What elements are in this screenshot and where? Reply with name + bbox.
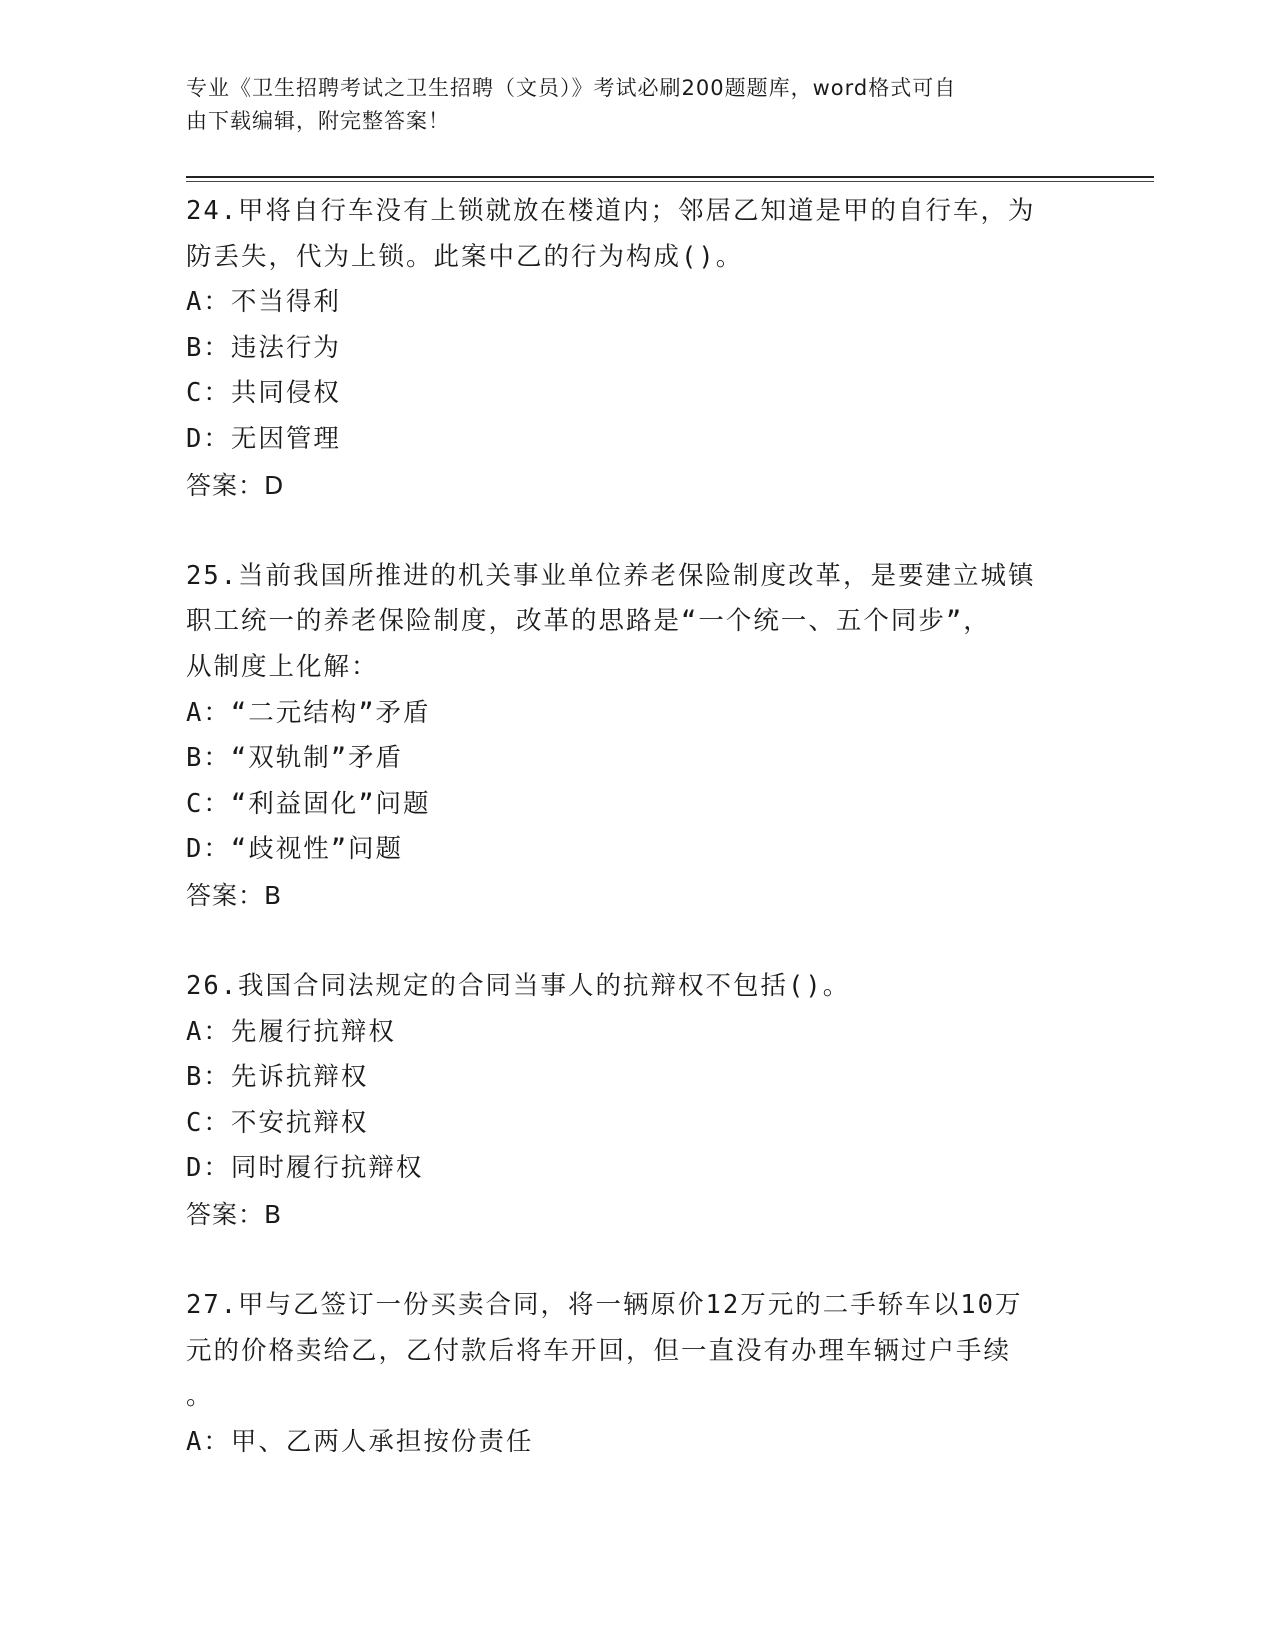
question-stem-line: 25.当前我国所推进的机关事业单位养老保险制度改革，是要建立城镇 [186, 560, 1036, 591]
document-header [186, 72, 1066, 138]
spacer [186, 919, 1086, 965]
question-26 [186, 964, 1086, 1238]
header-divider-thin [186, 181, 1154, 182]
question-27 [186, 1283, 1086, 1465]
question-stem-line: 从制度上化解： [186, 651, 379, 682]
option-d: D：“歧视性”问题 [186, 834, 404, 865]
option-c: C：共同侵权 [186, 378, 341, 409]
option-b: B：违法行为 [186, 332, 341, 363]
question-stem-line: 27.甲与乙签订一份买卖合同，将一辆原价12万元的二手轿车以10万 [186, 1290, 1023, 1321]
option-d: D：无因管理 [186, 423, 341, 454]
header-title-line1: 专业《卫生招聘考试之卫生招聘（文员）》考试必刷200题题库，word格式可自 [186, 76, 957, 100]
question-stem-line: 24.甲将自行车没有上锁就放在楼道内；邻居乙知道是甲的自行车，为 [186, 196, 1036, 226]
option-a: A：先履行抗辩权 [186, 1016, 396, 1047]
header-divider [186, 176, 1154, 178]
option-b: B：先诉抗辩权 [186, 1062, 369, 1093]
question-stem-line: 防丢失，代为上锁。此案中乙的行为构成()。 [186, 241, 744, 272]
question-25 [186, 554, 1086, 919]
option-a: A：不当得利 [186, 287, 341, 318]
answer: 答案：D [186, 470, 285, 500]
question-24 [186, 189, 1086, 508]
option-c: C：“利益固化”问题 [186, 788, 431, 819]
question-stem-line: 26.我国合同法规定的合同当事人的抗辩权不包括()。 [186, 971, 851, 1002]
question-stem-line: 元的价格卖给乙，乙付款后将车开回，但一直没有办理车辆过户手续 [186, 1335, 1012, 1366]
option-a: A：“二元结构”矛盾 [186, 697, 431, 728]
answer: 答案：B [186, 880, 283, 910]
option-d: D：同时履行抗辩权 [186, 1153, 424, 1184]
header-title-line2: 由下载编辑，附完整答案！ [186, 109, 450, 133]
option-c: C：不安抗辩权 [186, 1107, 369, 1138]
question-stem-line: 。 [186, 1381, 214, 1412]
question-list [186, 189, 1086, 1466]
answer: 答案：B [186, 1200, 283, 1230]
question-stem-line: 职工统一的养老保险制度，改革的思路是“一个统一、五个同步”， [186, 606, 991, 637]
option-b: B：“双轨制”矛盾 [186, 743, 404, 774]
spacer [186, 1238, 1086, 1284]
option-a: A：甲、乙两人承担按份责任 [186, 1427, 534, 1458]
spacer [186, 508, 1086, 554]
